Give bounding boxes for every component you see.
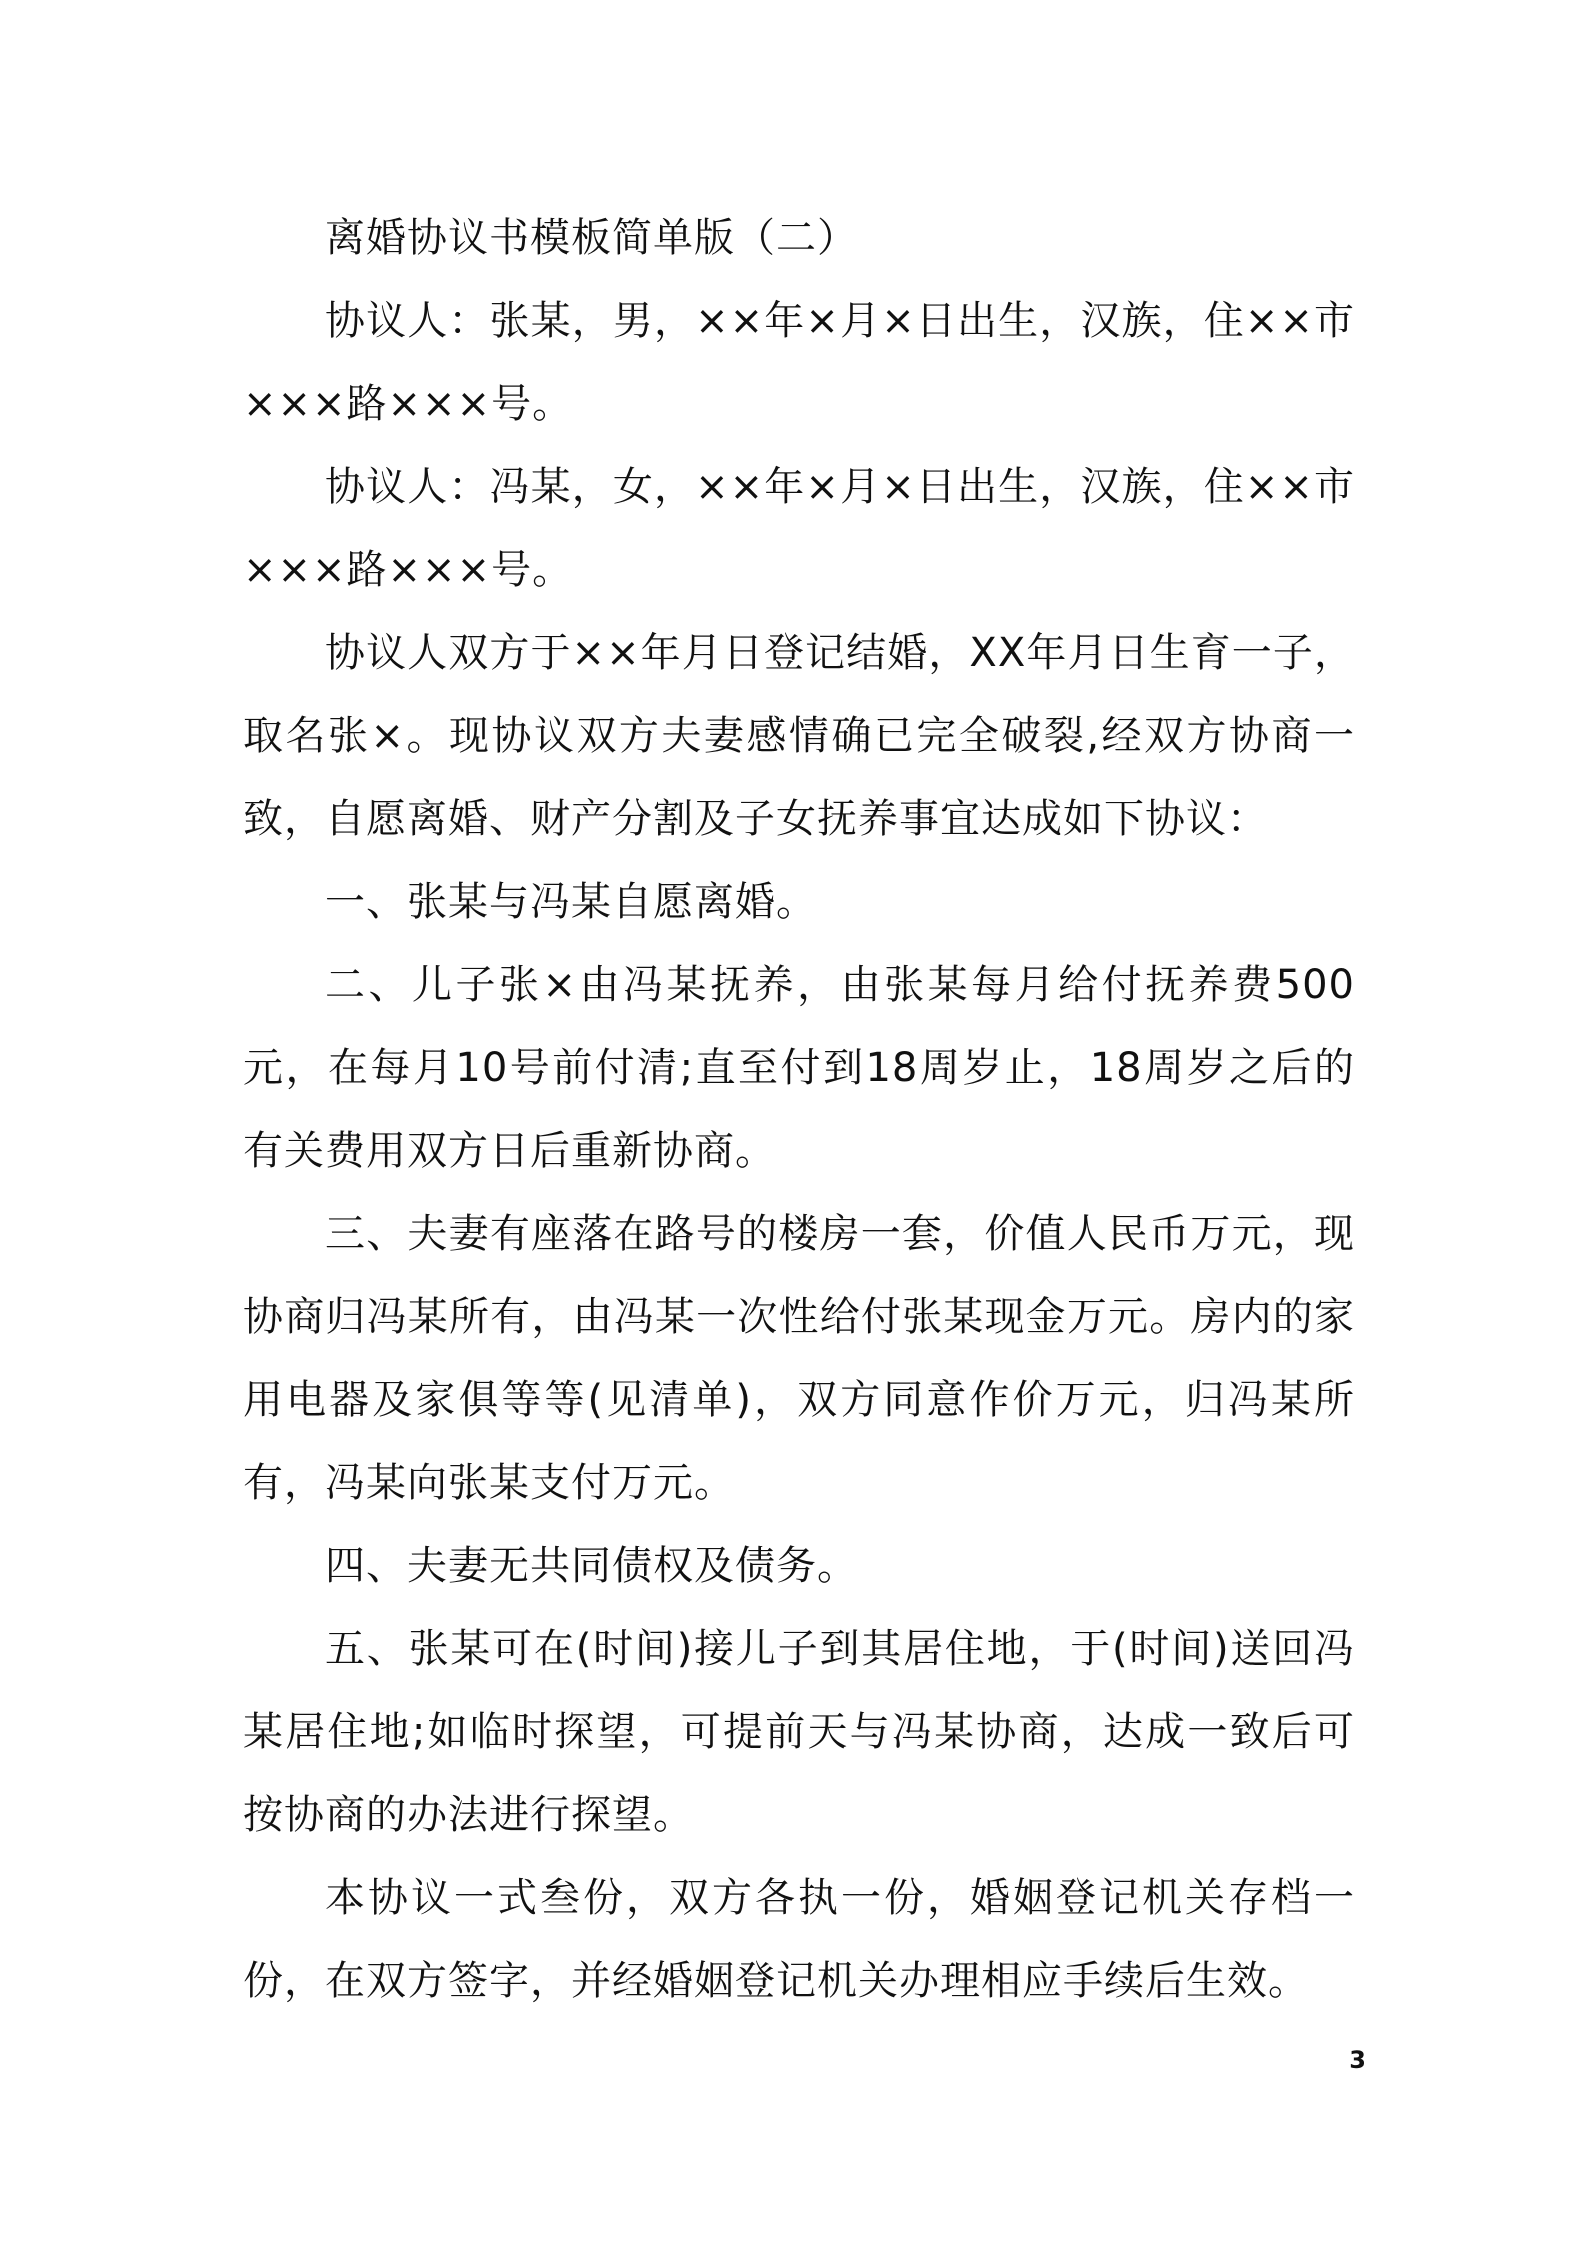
clause-1: 一、张某与冯某自愿离婚。 (325, 879, 817, 925)
clause-2: 二、儿子张×由冯某抚养，由张某每月给付抚养费500元，在每月10号前付清;直至付到18周岁止，18周岁之后的有关费用双方日后重新协商。 (243, 962, 1355, 1174)
document-body (243, 197, 1355, 2023)
paragraph-background: 协议人双方于××年月日登记结婚，XX年月日生育一子，取名张×。现协议双方夫妻感情确已完全破裂,经双方协商一致，自愿离婚、财产分割及子女抚养事宜达成如下协议： (243, 630, 1355, 842)
clause-5: 五、张某可在(时间)接儿子到其居住地，于(时间)送回冯某居住地;如临时探望，可提前天与冯某协商，达成一致后可按协商的办法进行探望。 (243, 1626, 1355, 1838)
document-title: 离婚协议书模板简单版（二） (325, 215, 858, 261)
clause-3: 三、夫妻有座落在路号的楼房一套，价值人民币万元，现协商归冯某所有，由冯某一次性给付张某现金万元。房内的家用电器及家俱等等(见清单)，双方同意作价万元，归冯某所有，冯某向张某支付万元。 (243, 1211, 1355, 1506)
page-number: 3 (1349, 2046, 1366, 2074)
clause-4: 四、夫妻无共同债权及债务。 (325, 1543, 858, 1589)
paragraph-party-feng: 协议人：冯某，女，××年×月×日出生，汉族，住××市×××路×××号。 (243, 464, 1355, 593)
paragraph-party-zhang: 协议人：张某，男，××年×月×日出生，汉族，住××市×××路×××号。 (243, 298, 1355, 427)
closing-paragraph: 本协议一式叁份，双方各执一份，婚姻登记机关存档一份，在双方签字，并经婚姻登记机关办理相应手续后生效。 (243, 1875, 1355, 2004)
